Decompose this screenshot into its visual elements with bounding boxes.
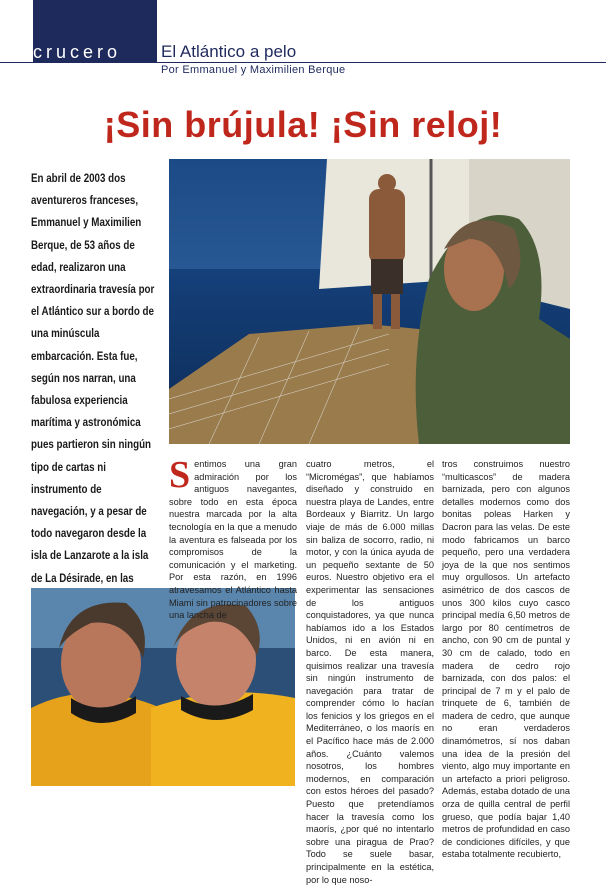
sailing-photo xyxy=(169,159,570,444)
body-column-2: cuatro metros, el “Micromégas”, que habíamos diseñado y construido en nuestra playa de Landes, entre Bordeaux y Biarritz. Un largo viaje de más de 6.000 millas sin baliza de socorro, radio, ni motor, y con la única ayuda de un pequeño sextante de 50 euros. Nuestro objetivo era el experimentar las sensaciones de los antiguos conquistadores, ya que nunca habíamos ido a los Estados Unidos, ni en avión ni en barco. De esta manera, quisimos realizar una travesía sin ningún instrumento de navegación para tratar de comprender cómo lo hacían los fenicios y los griegos en el Mediterráneo, o los maorís en el Pacífico hace más de 2.000 años. ¿Cuánto valemos nosotros, los hombres modernos, en comparación con estos héroes del pasado? Puesto que pretendíamos hacer la travesía como los maorís, ¿por qué no intentarlo sobre una piragua de Prao? Todo se suele basar, principalmente en la estética, por lo que noso- xyxy=(306,459,434,885)
article-kicker: El Atlántico a pelo xyxy=(161,42,297,61)
article-headline: ¡Sin brújula! ¡Sin reloj! xyxy=(103,104,503,145)
body-column-3: tros construimos nuestro “multicascos” de madera barnizada, pero con algunos detalles modernos como dos bonitas poleas Harken y Dacron para las velas. De este modo fabricamos un barco pequeño, pero una verdadera joya de la que nos sentimos muy orgullosos. Un artefacto asimétrico de dos cascos de unos 300 kilos cuyo casco principal medía 6,50 metros de largo por 80 centímetros de ancho, con 90 cm de puntal y 30 cm de calado, todo en madera de cedro rojo barnizada, con dos palos: el principal de 7 m y el palo de trinquete de 6, también de madera de cedro, que aunque no eran verdaderos dinamómetros, sí nos daban una idea de la presión del viento, algo muy importante en un artefacto a priori peligroso. Además, estaba dotado de una orza de quilla central de perfil grueso, que podía bajar 1,40 metros de profundidad en caso de condiciones difíciles, y que estaba totalmente recubierto, xyxy=(442,459,570,860)
drop-cap: S xyxy=(169,454,191,496)
article-byline: Por Emmanuel y Maximilien Berque xyxy=(161,64,346,76)
section-name: crucero xyxy=(33,42,122,62)
intro-paragraph: En abril de 2003 dos aventureros franceses, Emmanuel y Maximilien Berque, de 53 años de edad, realizaron una extraordinaria travesía por el Atlántico sur a bordo de una minúscula embarcación. Esta fue, según nos narran, una fabulosa experiencia marítima y astronómica pues partieron sin ningún tipo de cartas ni instrumento de navegación, y a pesar de todo navegaron desde la isla de Lanzarote a la isla de La Désirade, en las xyxy=(31,173,155,585)
header-rule xyxy=(0,62,606,63)
body-column-1 xyxy=(169,454,297,622)
body-text-col1: entimos una gran admiración por los antiguos navegantes, sobre todo en esta época nuestra marcada por la alta tecnología en la que a menudo la aventura es falseada por los compromisos de la comunicación y el marketing. Por esta razón, en 1996 atravesamos el Atlántico hasta Miami sin patrocinadores sobre una lancha de xyxy=(169,459,297,621)
